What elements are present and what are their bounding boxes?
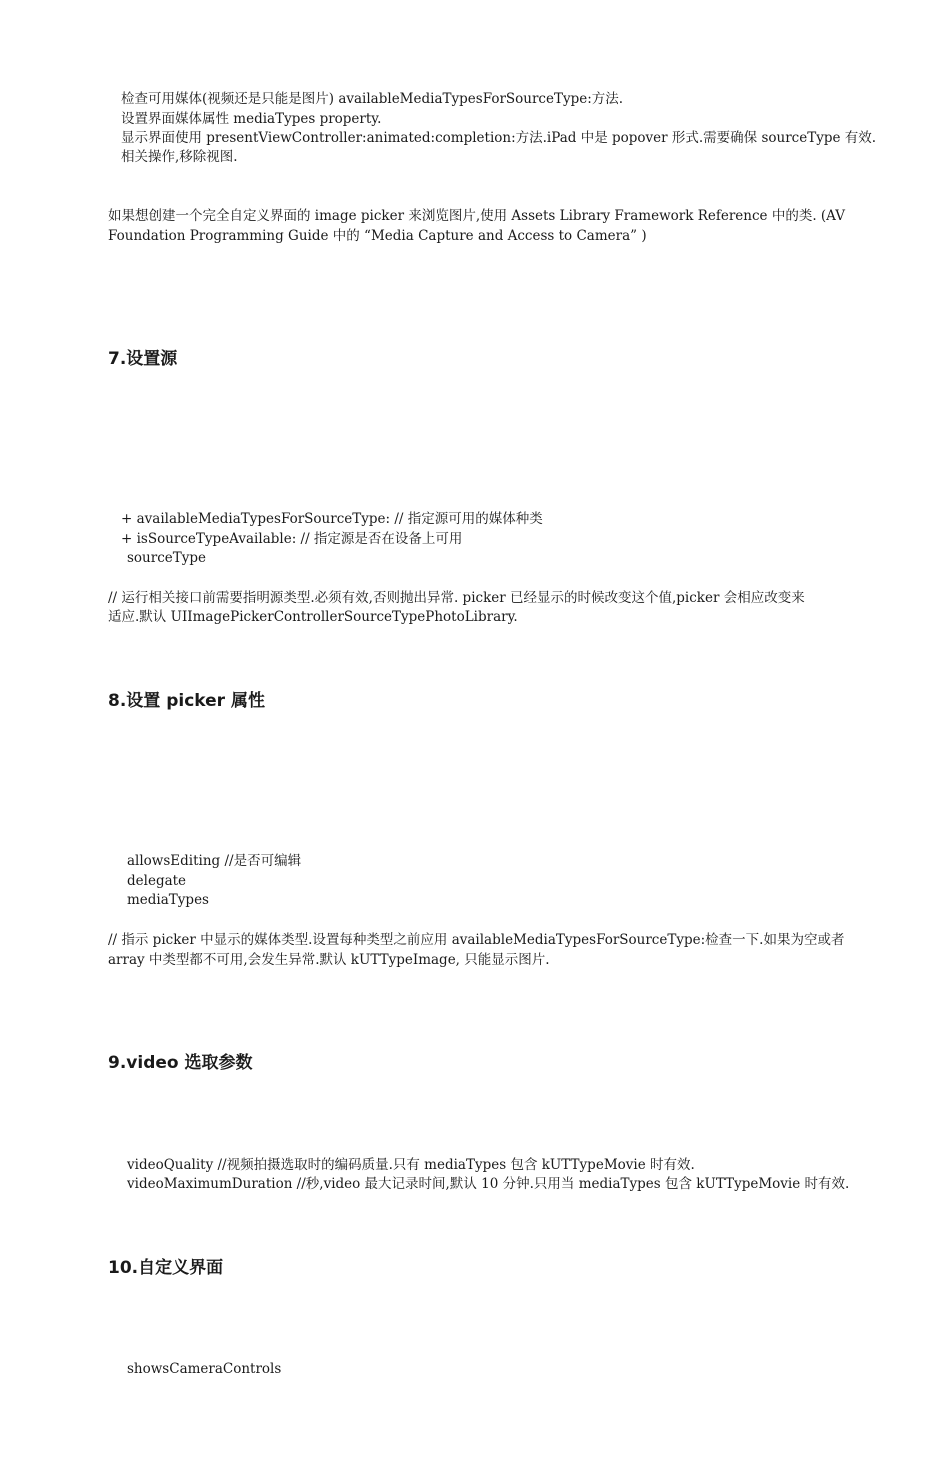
section-7-item-1: + availableMediaTypesForSourceType: // 指定源可用的媒体种类 <box>121 511 543 527</box>
section-7-heading: 7.设置源 <box>108 349 178 369</box>
intro-paragraph-line-2: Foundation Programming Guide 中的 “Media Capture and Access to Camera” ) <box>108 228 647 244</box>
section-7-item-3: sourceType <box>127 550 207 566</box>
intro-paragraph-line-1: 如果想创建一个完全自定义界面的 image picker 来浏览图片,使用 Assets Library Framework Reference 中的类. (AV <box>108 208 845 224</box>
section-10-item-1: showsCameraControls <box>127 1361 282 1377</box>
section-7-item-2: + isSourceTypeAvailable: // 指定源是否在设备上可用 <box>121 531 463 547</box>
section-7-note-line-1: // 运行相关接口前需要指明源类型.必须有效,否则抛出异常. picker 已经显示的时候改变这个值,picker 会相应改变来 <box>108 590 805 606</box>
section-7-note-line-2: 适应.默认 UIImagePickerControllerSourceTypePhotoLibrary. <box>108 609 518 625</box>
section-10-heading: 10.自定义界面 <box>108 1258 224 1278</box>
section-8-item-1: allowsEditing //是否可编辑 <box>127 853 302 869</box>
section-9-item-1: videoQuality //视频拍摄选取时的编码质量.只有 mediaTypes 包含 kUTTypeMovie 时有效. <box>127 1157 695 1173</box>
intro-line-2: 设置界面媒体属性 mediaTypes property. <box>121 111 382 127</box>
section-8-item-2: delegate <box>127 873 187 889</box>
section-9-heading: 9.video 选取参数 <box>108 1053 253 1073</box>
section-9-item-2: videoMaximumDuration //秒,video 最大记录时间,默认 10 分钟.只用当 mediaTypes 包含 kUTTypeMovie 时有效. <box>127 1176 850 1192</box>
intro-line-3: 显示界面使用 presentViewController:animated:completion:方法.iPad 中是 popover 形式.需要确保 sourceType 有效. <box>121 130 877 146</box>
section-8-heading: 8.设置 picker 属性 <box>108 691 265 711</box>
intro-line-4: 相关操作,移除视图. <box>121 149 238 165</box>
section-8-item-3: mediaTypes <box>127 892 209 908</box>
section-8-note-line-2: array 中类型都不可用,会发生异常.默认 kUTTypeImage, 只能显示图片. <box>108 952 550 968</box>
section-8-note-line-1: // 指示 picker 中显示的媒体类型.设置每种类型之前应用 availableMediaTypesForSourceType:检查一下.如果为空或者 <box>108 932 845 948</box>
intro-line-1: 检查可用媒体(视频还是只能是图片) availableMediaTypesForSourceType:方法. <box>121 91 624 107</box>
